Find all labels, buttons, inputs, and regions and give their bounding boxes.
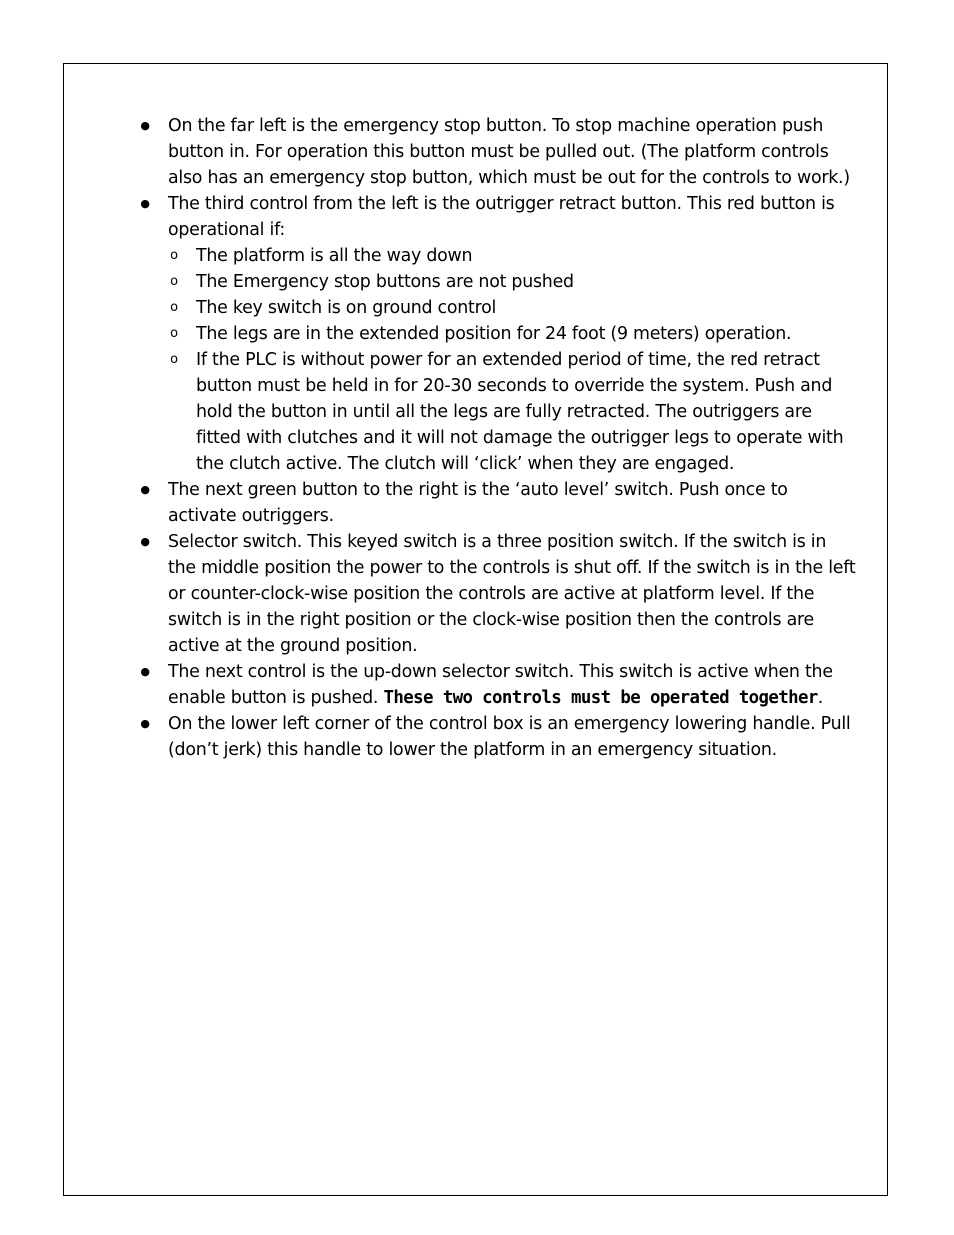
hollow-bullet-icon: o	[170, 274, 178, 289]
hollow-bullet-icon: o	[170, 352, 178, 367]
bullet-icon: ●	[140, 483, 150, 496]
list-item-auto-level	[140, 477, 858, 529]
hollow-bullet-icon: o	[170, 326, 178, 341]
list-item-text: The next control is the up-down selector switch. This switch is active when the enable button is pushed.	[168, 662, 833, 708]
list-item-text: Selector switch. This keyed switch is a three position switch. If the switch is in the middle position the power to the controls is shut off. If the switch is in the left or counter-clock-wise position the controls are active at platform level. If the switch is in the right position or the clock-wise position then the controls are active at the ground position.	[168, 532, 856, 656]
hollow-bullet-icon: o	[170, 248, 178, 263]
bullet-icon: ●	[140, 717, 150, 730]
sub-list-item	[170, 243, 858, 269]
list-item-text: On the lower left corner of the control box is an emergency lowering handle. Pull (don’t jerk) this handle to lower the platform in an emergency situation.	[168, 714, 851, 760]
list-item-text: The next green button to the right is the ‘auto level’ switch. Push once to activate outriggers.	[168, 480, 788, 526]
sub-list-item	[170, 269, 858, 295]
bullet-icon: ●	[140, 665, 150, 678]
bullet-icon: ●	[140, 535, 150, 548]
sub-list-item-text: The legs are in the extended position for 24 foot (9 meters) operation.	[196, 324, 792, 344]
list-item-emergency-stop	[140, 113, 858, 191]
list-item-text: On the far left is the emergency stop button. To stop machine operation push button in. For operation this button must be pulled out. (The platform controls also has an emergency stop button, which must be out for the controls to work.)	[168, 116, 850, 188]
list-item-tail: .	[817, 688, 824, 708]
list-item-text: The third control from the left is the outrigger retract button. This red button is operational if:	[168, 194, 835, 240]
sub-list-item-text: The Emergency stop buttons are not pushed	[196, 272, 574, 292]
list-item-outrigger-retract	[140, 191, 858, 477]
bullet-icon: ●	[140, 197, 150, 210]
sub-list-item-text: The platform is all the way down	[196, 246, 473, 266]
sub-list-item	[170, 295, 858, 321]
list-item-up-down-switch	[140, 659, 858, 711]
document-body	[140, 113, 858, 763]
list-item-emergency-lowering	[140, 711, 858, 763]
retract-conditions-list	[168, 243, 858, 477]
list-item-selector-switch	[140, 529, 858, 659]
sub-list-item	[170, 347, 858, 477]
hollow-bullet-icon: o	[170, 300, 178, 315]
sub-list-item-text: If the PLC is without power for an extended period of time, the red retract button must be held in for 20-30 seconds to override the system. Push and hold the button in until all the legs are fully retracted. The outriggers are fitted with clutches and it will not damage the outrigger legs to operate with the clutch active. The clutch will ‘click’ when they are engaged.	[196, 350, 844, 474]
warning-bold-text: These two controls must be operated together	[383, 688, 818, 708]
sub-list-item-text: The key switch is on ground control	[196, 298, 497, 318]
sub-list-item	[170, 321, 858, 347]
bullet-icon: ●	[140, 119, 150, 132]
instruction-list	[140, 113, 858, 763]
